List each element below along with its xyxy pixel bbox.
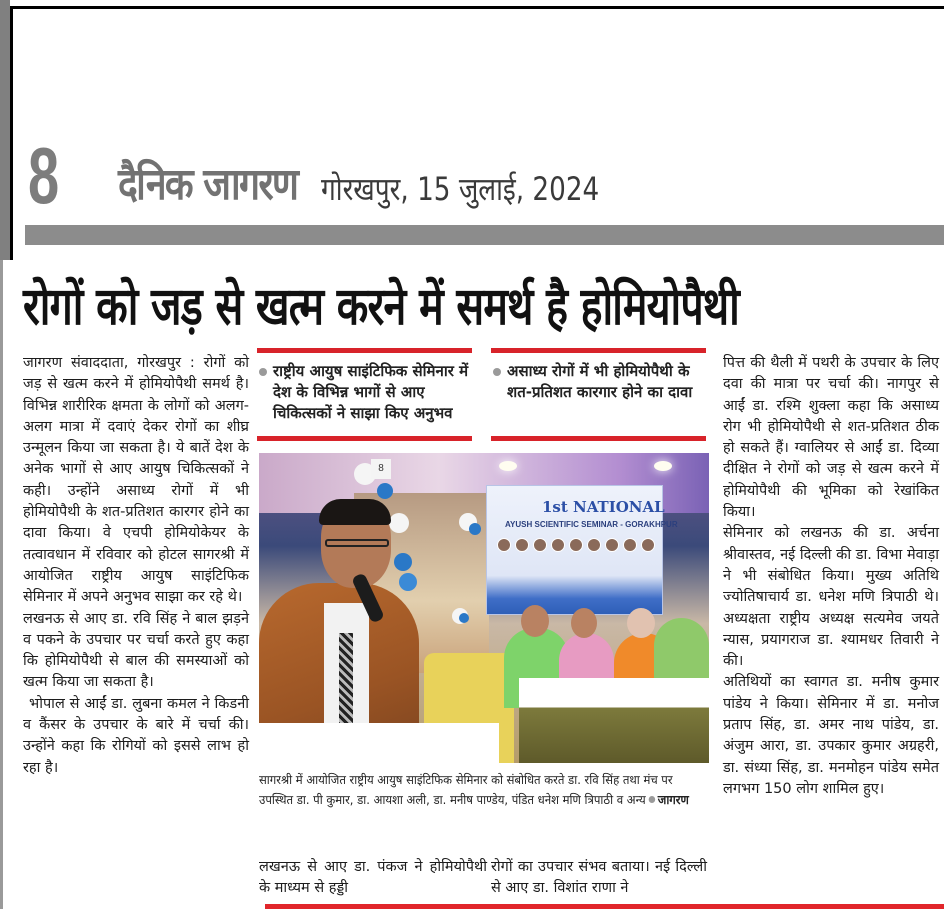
speaker-hair <box>319 499 391 525</box>
bullet-icon <box>259 368 267 376</box>
article-column-3 <box>491 857 707 900</box>
newspaper-brand: दैनिक जागरण <box>118 159 298 210</box>
attendee <box>654 618 709 678</box>
attendee-head <box>521 605 549 637</box>
left-page-gutter <box>0 0 10 260</box>
masthead-frame <box>10 6 944 260</box>
bullet-icon <box>493 368 501 376</box>
photo-corner-number: 8 <box>371 459 391 479</box>
glasses-icon <box>325 539 389 547</box>
ceiling-light <box>499 461 517 471</box>
bottom-red-rule <box>265 904 944 909</box>
attendee-head <box>571 608 597 638</box>
paragraph: भोपाल से आईं डा. लुबना कमल ने किडनी व कैंसर के उपचार के बारे में चर्चा की। उन्होंने कहा कि रोगियों को इससे लाभ हो रहा है। <box>23 695 249 776</box>
paragraph: लखनऊ से आए डा. पंकज ने होमियोपैथी के माध्यम से हड्डी <box>259 859 487 897</box>
paragraph: पित्त की थैली में पथरी के उपचार के लिए दवा की मात्रा पर चर्चा की। नागपुर से आईं डा. रश्मि शुक्ला कहा कि असाध्य रोग भी होमियोपैथी से शत-प्रतिशत ठीक हो सकते हैं। ग्वालियर से आईं डा. दिव्या दीक्षित ने रोगों को जड़ से खत्म करने में होमियोपैथी की भूमिका को रेखांकित किया। <box>723 355 939 521</box>
balloon <box>469 523 481 535</box>
banner-title: 1st NATIONAL <box>542 498 665 516</box>
podium <box>259 723 499 763</box>
balloon <box>459 613 469 623</box>
balloon <box>399 573 417 591</box>
article-column-2 <box>259 857 487 900</box>
red-divider <box>257 436 472 441</box>
masthead-rule <box>25 225 944 245</box>
news-article <box>0 260 944 909</box>
balloon <box>377 483 393 499</box>
paragraph: सेमिनार को लखनऊ की डा. अर्चना श्रीवास्तव, नई दिल्ली की डा. विभा मेवाड़ा ने भी संबोधित किया। मुख्य अतिथि ज्योतिषाचार्य डा. धनेश मणि त्रिपाठी थे। अध्यक्षता राष्ट्रीय अध्यक्ष सत्यमेव जयते न्यास, प्रयागराज डा. श्यामधर तिवारी ने की। <box>723 525 939 670</box>
caption-text: सागरश्री में आयोजित राष्ट्रीय आयुष साइंटिफिक सेमिनार को संबोधित करते डा. रवि सिंह तथा मंच पर उपस्थित डा. पी कुमार, डा. आयशा अली, डा. मनीष पाण्डेय, पंडित धनेश मणि त्रिपाठी व अन्य <box>259 772 673 807</box>
blurb-text: असाध्य रोगों में भी होमियोपैथी के शत-प्रतिशत कारगार होने का दावा <box>507 362 693 401</box>
red-divider <box>491 436 706 441</box>
bullet-icon <box>648 796 655 803</box>
dateline: गोरखपुर, 15 जुलाई, 2024 <box>320 170 600 208</box>
paragraph: अतिथियों का स्वागत डा. मनीष कुमार पांडेय ने किया। सेमिनार में डा. मनोज प्रताप सिंह, डा. अमर नाथ पांडेय, डा. अंजुम आरा, डा. उपकार कुमार अग्रहरी, डा. संध्या सिंह, डा. मनमोहन पांडेय समेत लगभग 150 लोग शामिल हुए। <box>723 674 939 797</box>
article-column-4 <box>723 353 939 800</box>
balloon <box>389 513 409 533</box>
photo-caption <box>259 770 709 809</box>
highlight-blurb <box>491 348 706 441</box>
balloon <box>394 553 412 571</box>
seminar-photo <box>259 453 709 763</box>
article-headline: रोगों को जड़ से खत्म करने में समर्थ है होमियोपैथी <box>23 277 740 337</box>
photo-credit: जागरण <box>657 791 689 807</box>
seminar-banner <box>486 485 678 615</box>
blurb-text: राष्ट्रीय आयुष साइंटिफिक सेमिनार में देश के विभिन्न भागों से आए चिकित्सकों ने साझा किए अनुभव <box>273 362 469 422</box>
stage-table <box>519 678 709 763</box>
banner-subtitle: AYUSH SCIENTIFIC SEMINAR - GORAKHPUR <box>505 520 678 529</box>
paragraph: जागरण संवाददाता, गोरखपुर : रोगों को जड़ से खत्म करने में होमियोपैथी समर्थ है। विभिन्न शारीरिक क्षमता के लोगों को अलग-अलग मात्रा में दवाएं देकर रोगों का शीघ्र उन्मूलन किया जा सकता है। ये बातें देश के अनेक भागों से आए आयुष चिकित्सकों ने कही। उन्होंने असाध्य रोगों में भी होमियोपैथी के शत-प्रतिशत कारगर होने का दावा किया। वे एचपी होमियोकेयर के तत्वावधान में रविवार को होटल सागरश्री में आयोजित राष्ट्रीय आयुष साइंटिफिक सेमिनार में अपने अनुभव साझा कर रहे थे। <box>23 355 249 606</box>
ceiling-light <box>654 461 672 471</box>
masthead <box>28 131 660 220</box>
article-column-1 <box>23 353 249 779</box>
speaker-portraits <box>497 538 655 552</box>
paragraph: रोगों का उपचार संभव बताया। नई दिल्ली से आए डा. विशांत राणा ने <box>491 859 707 897</box>
highlight-blurb <box>257 348 472 441</box>
page-number: 8 <box>28 131 60 220</box>
paragraph: लखनऊ से आए डा. रवि सिंह ने बाल झड़ने व पकने के उपचार पर चर्चा करते हुए कहा कि होमियोपैथी से बाल की समस्याओं को खत्म किया जा सकता है। <box>23 610 249 691</box>
attendee-head <box>627 608 655 638</box>
